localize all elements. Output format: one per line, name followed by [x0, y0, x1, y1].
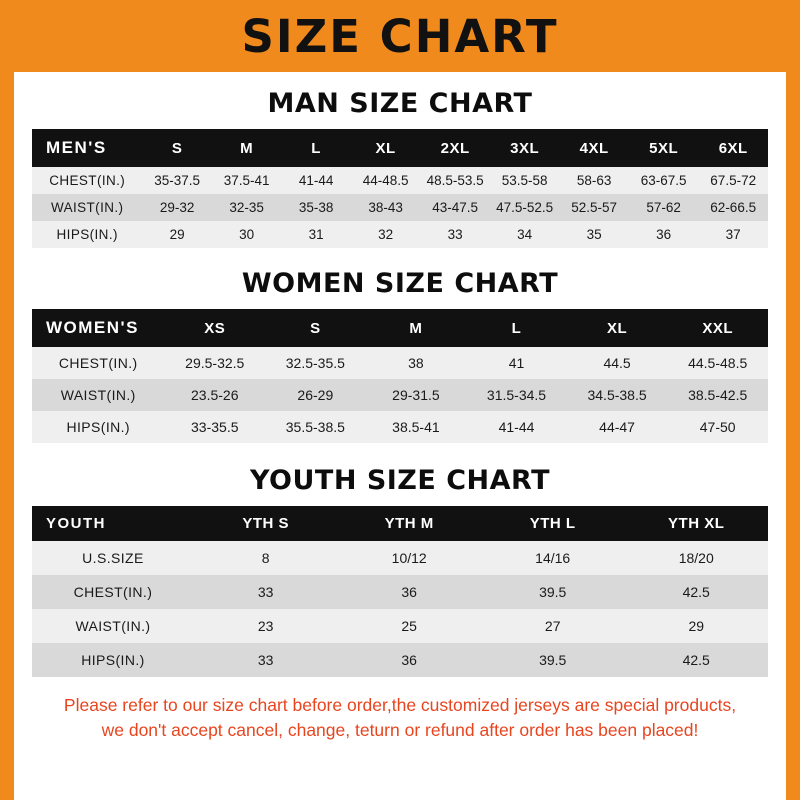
women-table-body — [32, 347, 768, 443]
man-row-2-cell-0: 29 — [169, 227, 185, 242]
man-row-1-cell-0: 29-32 — [159, 200, 195, 215]
women-header-row — [32, 309, 768, 347]
man-row-1-cell-8: 62-66.5 — [710, 200, 757, 215]
man-header-cell-5: 2XL — [440, 139, 470, 157]
women-row-2-cell-3: 41-44 — [498, 419, 535, 435]
women-row-0-cell-3: 41 — [508, 355, 525, 371]
man-header-cell-4: XL — [375, 139, 396, 157]
man-row-1-cell-5: 47.5-52.5 — [496, 200, 554, 215]
women-size-table — [32, 309, 768, 443]
table-row — [32, 194, 768, 221]
table-row — [32, 541, 768, 575]
youth-header-cell-2: YTH M — [384, 515, 434, 532]
man-header-cell-0: MEN'S — [46, 138, 107, 157]
man-row-1-cell-4: 43-47.5 — [432, 200, 479, 215]
women-row-2-cell-4: 44-47 — [599, 419, 635, 435]
youth-row-1-label: CHEST(IN.) — [73, 584, 153, 600]
man-table-body — [32, 167, 768, 248]
women-row-1-cell-3: 31.5-34.5 — [486, 387, 547, 403]
man-header-cell-1: S — [171, 139, 183, 157]
women-row-1-cell-5: 38.5-42.5 — [688, 387, 748, 403]
man-row-1-cell-6: 52.5-57 — [571, 200, 618, 215]
women-header-cell-4: L — [511, 319, 522, 337]
man-header-cell-3: L — [311, 139, 321, 157]
youth-row-1-cell-3: 42.5 — [682, 584, 710, 600]
table-row — [32, 379, 768, 411]
man-row-2-cell-1: 30 — [239, 227, 255, 242]
youth-size-table — [32, 506, 768, 677]
man-table-head — [32, 129, 768, 167]
man-row-2-cell-4: 33 — [447, 227, 463, 242]
banner-title: SIZE CHART — [241, 9, 559, 63]
women-row-0-label: CHEST(IN.) — [58, 355, 138, 371]
man-row-0-label: CHEST(IN.) — [49, 173, 126, 188]
man-header-row — [32, 129, 768, 167]
women-header-cell-5: XL — [606, 319, 628, 337]
man-header-cell-9: 6XL — [718, 139, 748, 157]
youth-row-2-cell-0: 23 — [257, 618, 274, 634]
youth-row-0-cell-3: 18/20 — [678, 550, 714, 566]
women-header-cell-1: XS — [204, 319, 226, 337]
youth-row-0-cell-0: 8 — [261, 550, 270, 566]
man-row-2-cell-5: 34 — [517, 227, 533, 242]
man-row-1-label: WAIST(IN.) — [50, 200, 124, 215]
women-table-head — [32, 309, 768, 347]
man-row-1-cell-1: 32-35 — [229, 200, 264, 215]
youth-row-3-cell-2: 39.5 — [539, 652, 567, 668]
man-row-0-cell-4: 48.5-53.5 — [426, 173, 484, 188]
man-row-0-cell-8: 67.5-72 — [710, 173, 757, 188]
women-header-cell-6: XXL — [702, 319, 734, 337]
notice-line-2: we don't accept cancel, change, teturn or refund after order has been placed! — [101, 720, 699, 741]
women-header-cell-2: S — [310, 319, 321, 337]
youth-section-title: YOUTH SIZE CHART — [249, 465, 551, 496]
man-row-2-label: HIPS(IN.) — [56, 227, 118, 242]
man-header-cell-7: 4XL — [579, 139, 609, 157]
youth-header-cell-3: YTH L — [529, 515, 576, 532]
youth-row-3-cell-1: 36 — [401, 652, 417, 668]
women-section-title: WOMEN SIZE CHART — [241, 268, 559, 299]
man-row-0-cell-6: 58-63 — [576, 173, 612, 188]
man-row-2-cell-7: 36 — [656, 227, 672, 242]
women-row-2-cell-0: 33-35.5 — [191, 419, 239, 435]
youth-row-1-cell-0: 33 — [257, 584, 274, 600]
man-section-title: MAN SIZE CHART — [267, 88, 533, 119]
women-row-1-cell-0: 23.5-26 — [191, 387, 239, 403]
women-row-1-cell-2: 29-31.5 — [392, 387, 440, 403]
women-row-1-label: WAIST(IN.) — [60, 387, 136, 403]
table-row — [32, 643, 768, 677]
table-row — [32, 411, 768, 443]
notice-line-1: Please refer to our size chart before order,the customized jerseys are special products, — [63, 695, 737, 715]
notice-text — [32, 693, 768, 744]
women-row-0-cell-4: 44.5 — [603, 355, 631, 371]
youth-row-3-cell-0: 33 — [257, 652, 274, 668]
man-row-2-cell-8: 37 — [725, 227, 741, 242]
women-row-0-cell-0: 29.5-32.5 — [185, 355, 245, 371]
man-header-cell-8: 5XL — [649, 139, 679, 157]
youth-table-head — [32, 506, 768, 541]
youth-row-0-cell-1: 10/12 — [391, 550, 427, 566]
man-row-0-cell-0: 35-37.5 — [154, 173, 201, 188]
table-row — [32, 167, 768, 194]
man-row-0-cell-7: 63-67.5 — [640, 173, 687, 188]
youth-row-2-cell-2: 27 — [544, 618, 561, 634]
women-row-1-cell-1: 26-29 — [297, 387, 334, 403]
youth-row-3-label: HIPS(IN.) — [81, 652, 145, 668]
youth-row-2-label: WAIST(IN.) — [75, 618, 151, 634]
man-row-2-cell-2: 31 — [308, 227, 324, 242]
women-row-1-cell-4: 34.5-38.5 — [587, 387, 647, 403]
women-row-0-cell-1: 32.5-35.5 — [285, 355, 345, 371]
women-row-2-label: HIPS(IN.) — [66, 419, 130, 435]
youth-header-row — [32, 506, 768, 541]
table-row — [32, 609, 768, 643]
banner — [14, 0, 786, 72]
man-row-1-cell-3: 38-43 — [368, 200, 403, 215]
man-row-0-cell-1: 37.5-41 — [223, 173, 270, 188]
man-row-0-cell-5: 53.5-58 — [501, 173, 548, 188]
women-row-0-cell-5: 44.5-48.5 — [688, 355, 748, 371]
youth-row-1-cell-1: 36 — [401, 584, 417, 600]
youth-header-cell-4: YTH XL — [668, 515, 725, 532]
table-row — [32, 221, 768, 248]
youth-row-3-cell-3: 42.5 — [682, 652, 710, 668]
table-row — [32, 347, 768, 379]
youth-header-cell-1: YTH S — [242, 515, 289, 532]
women-row-2-cell-5: 47-50 — [699, 419, 736, 435]
content — [14, 88, 786, 744]
man-row-0-cell-2: 41-44 — [298, 173, 334, 188]
women-row-2-cell-2: 38.5-41 — [392, 419, 440, 435]
youth-row-0-label: U.S.SIZE — [82, 550, 144, 566]
man-row-1-cell-2: 35-38 — [298, 200, 334, 215]
youth-header-cell-0: YOUTH — [46, 515, 106, 532]
women-row-2-cell-1: 35.5-38.5 — [285, 419, 345, 435]
table-row — [32, 575, 768, 609]
youth-table-body — [32, 541, 768, 677]
women-header-cell-0: WOMEN'S — [46, 318, 139, 337]
man-header-cell-2: M — [240, 139, 254, 157]
man-header-cell-6: 3XL — [510, 139, 540, 157]
man-row-1-cell-7: 57-62 — [646, 200, 681, 215]
youth-row-2-cell-1: 25 — [401, 618, 417, 634]
man-row-2-cell-6: 35 — [586, 227, 602, 242]
youth-row-2-cell-3: 29 — [688, 618, 705, 634]
women-row-0-cell-2: 38 — [408, 355, 424, 371]
youth-row-0-cell-2: 14/16 — [535, 550, 571, 566]
man-row-0-cell-3: 44-48.5 — [362, 173, 409, 188]
man-row-2-cell-3: 32 — [378, 227, 394, 242]
youth-row-1-cell-2: 39.5 — [539, 584, 567, 600]
man-size-table — [32, 129, 768, 248]
women-header-cell-3: M — [409, 319, 423, 337]
